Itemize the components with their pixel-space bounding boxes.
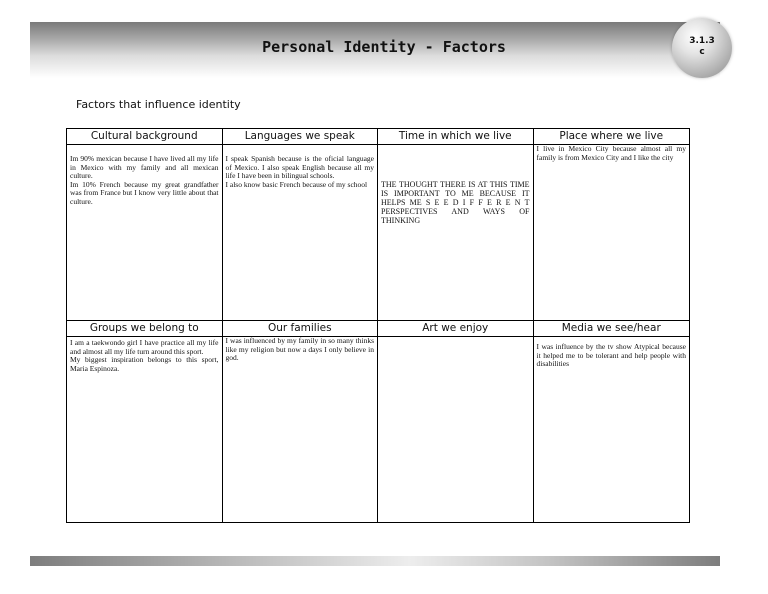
cell-media[interactable]: I was influence by the tv show Atypical because it helped me to be tolerant and help people with disabilities: [536, 342, 686, 368]
factors-table: [66, 128, 690, 523]
cell-time[interactable]: THE THOUGHT THERE IS AT THIS TIME IS IMPORTANT TO ME BECAUSE IT HELPS ME S E E D I F F E R E N T PERSPECTIVES AND WAYS OF THINKING: [378, 145, 534, 321]
header-languages: Languages we speak: [223, 129, 379, 145]
cell-groups[interactable]: I am a taekwondo girl I have practice all my life and almost all my life turn around this sport. My biggest inspiration belongs to this sport, Maria Espinoza.: [67, 337, 223, 522]
header-place: Place where we live: [534, 129, 690, 145]
header-cultural-background: Cultural background: [67, 129, 223, 145]
subtitle: Factors that influence identity: [76, 98, 241, 111]
cell-place[interactable]: I live in Mexico City because almost all my family is from Mexico City and I like the city: [534, 145, 690, 321]
cell-art[interactable]: [378, 337, 534, 522]
badge-code: 3.1.3 c: [689, 36, 715, 57]
header-art: Art we enjoy: [378, 321, 534, 337]
header-groups: Groups we belong to: [67, 321, 223, 337]
cell-cultural-background[interactable]: Im 90% mexican because I have lived all my life in Mexico with my family and all mexican culture. Im 10% French because my great grandfather was from France but I know very little about that culture.: [67, 145, 223, 321]
header-media: Media we see/hear: [534, 321, 690, 337]
cell-families[interactable]: I was influenced by my family in so many thinks like my religion but now a days I only believe in god.: [223, 337, 379, 522]
header-families: Our families: [223, 321, 379, 337]
header-time: Time in which we live: [378, 129, 534, 145]
cell-languages[interactable]: I speak Spanish because is the oficial language of Mexico. I also speak English because all my life I have been in bilingual schools. I also know basic French because of my school: [223, 145, 379, 321]
globe-badge: [672, 18, 732, 78]
page-title: Personal Identity - Factors: [262, 38, 506, 56]
footer-band: [30, 556, 720, 566]
